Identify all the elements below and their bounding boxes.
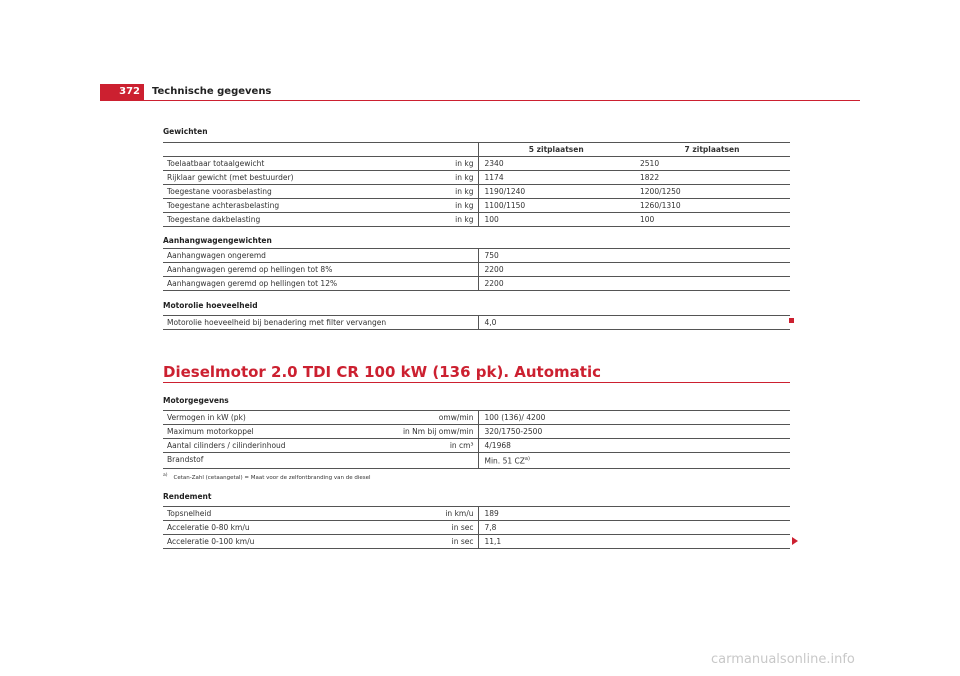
performance-label: Rendement (163, 492, 212, 501)
row-value: 750 (478, 249, 790, 263)
value-7-seats: 1822 (634, 171, 790, 185)
value-5-seats: 2340 (478, 157, 634, 171)
row-label: Topsnelheid (167, 508, 212, 518)
row-value: 11,1 (478, 535, 790, 549)
row-value: 2200 (478, 263, 790, 277)
table-row (163, 425, 790, 439)
row-label-cell (163, 507, 478, 521)
table-row (163, 277, 790, 291)
table-row (163, 185, 790, 199)
row-label-cell (163, 185, 478, 199)
row-label: Aanhangwagen ongeremd (163, 249, 478, 263)
row-value (478, 453, 790, 469)
footnote-ref: a) (524, 456, 530, 462)
row-label: Brandstof (167, 455, 204, 465)
value-5-seats: 1100/1150 (478, 199, 634, 213)
row-unit: in Nm bij omw/min (402, 426, 474, 436)
value-7-seats: 100 (634, 213, 790, 227)
row-label-cell (163, 213, 478, 227)
oil-label: Motorolie hoeveelheid (163, 301, 258, 310)
row-label: Rijklaar gewicht (met bestuurder) (167, 172, 294, 182)
table-row (163, 535, 790, 549)
heading-rule (163, 382, 790, 383)
row-unit: in kg (455, 186, 474, 196)
table-row (163, 157, 790, 171)
table-row (163, 263, 790, 277)
footnote (163, 473, 371, 481)
row-label: Toegestane achterasbelasting (167, 200, 280, 210)
row-unit: in kg (455, 172, 474, 182)
col-7-seats: 7 zitplaatsen (634, 143, 790, 157)
table-row (163, 171, 790, 185)
row-value: 189 (478, 507, 790, 521)
value-5-seats: 1174 (478, 171, 634, 185)
row-unit: omw/min (438, 412, 474, 422)
performance-table (163, 506, 790, 549)
trailer-table (163, 248, 790, 291)
value-7-seats: 1200/1250 (634, 185, 790, 199)
value-5-seats: 100 (478, 213, 634, 227)
weights-label: Gewichten (163, 127, 208, 136)
table-header-row (163, 143, 790, 157)
row-unit: in kg (455, 158, 474, 168)
table-row (163, 316, 790, 330)
value-7-seats: 1260/1310 (634, 199, 790, 213)
row-label-cell (163, 453, 478, 469)
continue-arrow-icon (792, 537, 798, 545)
header-rule (100, 100, 860, 101)
header-title: Technische gegevens (152, 86, 272, 97)
row-label: Aanhangwagen geremd op hellingen tot 12% (163, 277, 478, 291)
row-value: 4/1968 (478, 439, 790, 453)
engine-label: Motorgegevens (163, 396, 229, 405)
engine-table (163, 410, 790, 469)
row-label: Acceleratie 0-100 km/u (167, 536, 255, 546)
row-label: Motorolie hoeveelheid bij benadering met filter vervangen (163, 316, 478, 330)
page-number: 372 (100, 84, 144, 100)
row-label-cell (163, 411, 478, 425)
section-heading: Dieselmotor 2.0 TDI CR 100 kW (136 pk). Automatic (163, 363, 601, 381)
table-row (163, 507, 790, 521)
row-label-cell (163, 425, 478, 439)
oil-table (163, 315, 790, 330)
row-label: Vermogen in kW (pk) (167, 412, 246, 422)
table-row (163, 453, 790, 469)
row-unit: in cm³ (449, 440, 474, 450)
col-5-seats: 5 zitplaatsen (478, 143, 634, 157)
header-empty-cell (163, 143, 478, 157)
watermark: carmanualsonline.info (711, 652, 855, 667)
weights-table (163, 142, 790, 227)
row-label: Toegestane dakbelasting (167, 214, 261, 224)
row-label-cell (163, 171, 478, 185)
row-value: 100 (136)/ 4200 (478, 411, 790, 425)
row-unit: in kg (455, 214, 474, 224)
row-value: 7,8 (478, 521, 790, 535)
table-row (163, 249, 790, 263)
row-label: Aantal cilinders / cilinderinhoud (167, 440, 286, 450)
row-unit: in sec (451, 536, 474, 546)
row-label-cell (163, 199, 478, 213)
row-label: Toegestane voorasbelasting (167, 186, 272, 196)
row-label: Acceleratie 0-80 km/u (167, 522, 250, 532)
fuel-value: Min. 51 CZ (484, 456, 525, 466)
row-label: Maximum motorkoppel (167, 426, 254, 436)
table-row (163, 521, 790, 535)
table-row (163, 411, 790, 425)
value-5-seats: 1190/1240 (478, 185, 634, 199)
row-unit: in kg (455, 200, 474, 210)
table-row (163, 439, 790, 453)
row-unit: in km/u (445, 508, 474, 518)
row-label: Aanhangwagen geremd op hellingen tot 8% (163, 263, 478, 277)
table-row (163, 213, 790, 227)
table-row (163, 199, 790, 213)
row-label: Toelaatbaar totaalgewicht (167, 158, 265, 168)
row-value: 4,0 (478, 316, 790, 330)
row-label-cell (163, 439, 478, 453)
row-label-cell (163, 157, 478, 171)
row-label-cell (163, 535, 478, 549)
row-unit: in sec (451, 522, 474, 532)
footnote-marker: a) (163, 473, 168, 478)
row-value: 320/1750-2500 (478, 425, 790, 439)
trailer-label: Aanhangwagengewichten (163, 236, 272, 245)
footnote-text: Cetan-Zahl (cetaangetal) = Maat voor de zelfontbranding van de diesel (173, 474, 371, 481)
row-value: 2200 (478, 277, 790, 291)
section-end-marker (789, 318, 794, 323)
value-7-seats: 2510 (634, 157, 790, 171)
row-label-cell (163, 521, 478, 535)
